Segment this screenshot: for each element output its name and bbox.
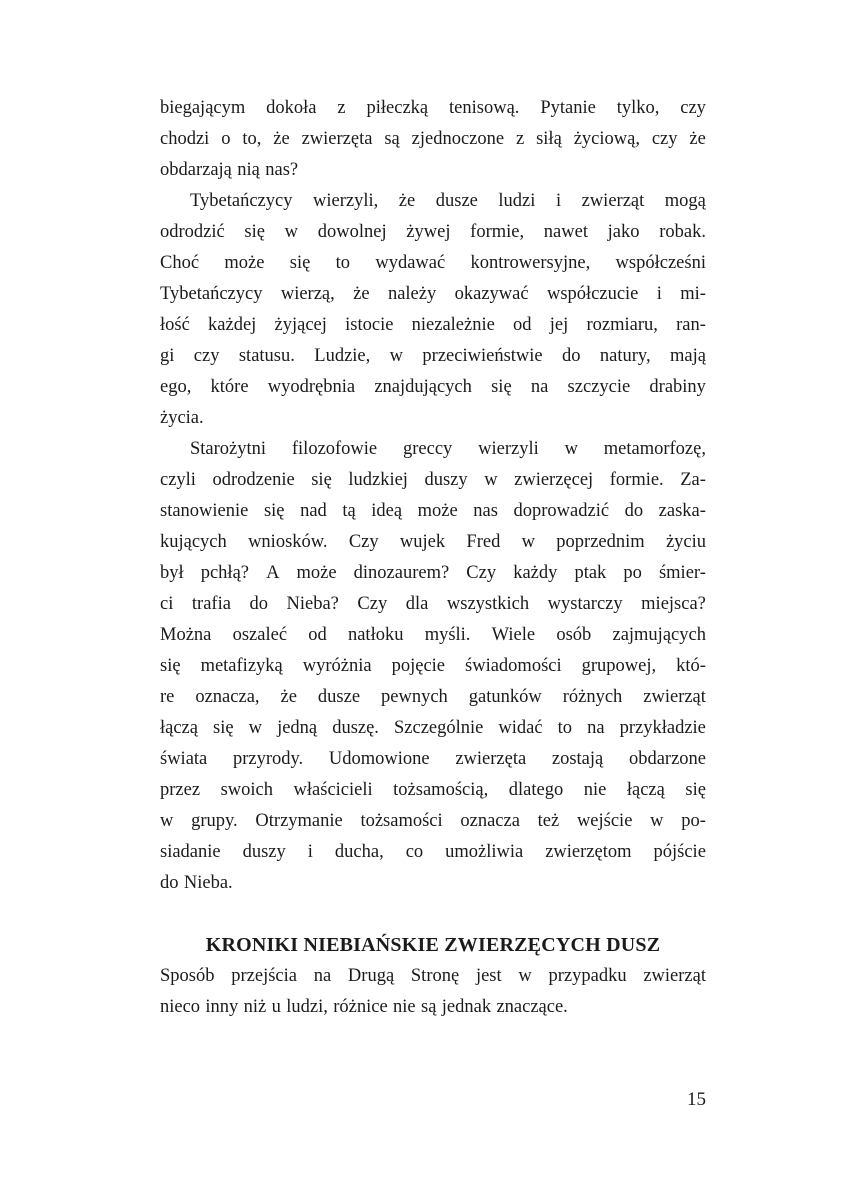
word: właścicieli [293,780,373,800]
word: przeciwieństwie [422,346,543,366]
word: czyli [160,470,196,490]
word: Czy [348,532,379,552]
text-line [160,155,706,186]
word: natłoku [347,625,404,645]
word: dlatego [508,780,564,800]
word: w [521,532,535,552]
word: re [160,687,175,707]
word: czy [680,98,706,118]
paragraph [160,434,706,899]
word: zwierzętom [545,842,632,862]
paragraph [160,961,706,1023]
word: dusze [435,191,478,211]
text-line [160,310,706,341]
word: do [249,594,268,614]
word: tożsamości [360,811,443,831]
word: że [353,284,370,304]
word: dusze [317,687,361,707]
word: odrodzić [160,222,225,242]
word: się [263,501,285,521]
word: w [284,222,299,242]
word: przez [160,780,201,800]
word: Pytanie [540,98,596,118]
word: do [160,873,179,893]
word: trafia [191,594,231,614]
word: okazywać [454,284,529,304]
page-number: 15 [687,1089,706,1110]
word: ideą [371,501,403,521]
word: zwierzęta [301,129,373,149]
word: osób [556,625,592,645]
text-line [160,217,706,248]
word: mają [669,346,706,366]
text-line [160,372,706,403]
word: wierzyli, [313,191,379,211]
word: tylko, [616,98,660,118]
word: w [564,439,578,459]
word: zostają [551,749,604,769]
word: że [398,191,416,211]
word: należy [387,284,437,304]
word: które [210,377,249,397]
word: tą [342,501,356,521]
word: Ludzie, [314,346,371,366]
word: biegającym [160,98,246,118]
word: obdarzone [628,749,706,769]
text-line [160,651,706,682]
word: ego, [160,377,192,397]
word: rozmiaru, [586,315,658,335]
word: świadomości [465,656,562,676]
text-line [160,558,706,589]
word: wydawać [375,253,446,273]
word: są [384,129,400,149]
word: myśli. [424,625,471,645]
word: jednak [441,997,492,1017]
text-line [160,341,706,372]
word: są [421,997,437,1017]
word: łączą [160,718,198,738]
word: nad [300,501,327,521]
word: pewnych [381,687,448,707]
word: jest [475,966,502,986]
text-line [160,186,706,217]
text-line [160,775,706,806]
text-line [160,434,706,465]
word: był [160,563,184,583]
word: nieco [160,997,201,1017]
word: tożsamością, [393,780,489,800]
word: dokoła [266,98,317,118]
word: się [244,222,265,242]
word: wystarczy [547,594,623,614]
text-line [160,527,706,558]
word: w [248,718,263,738]
word: zwierząt [643,966,706,986]
word: A [266,563,280,583]
word: oznacza [460,811,520,831]
word: co [405,842,424,862]
word: Udomowione [328,749,430,769]
word: doprowadzić [513,501,610,521]
word: wszystkich [446,594,530,614]
word: wejście [576,811,633,831]
word: nią [237,160,260,180]
word: w [650,811,664,831]
word: się [311,470,332,490]
word: świata [160,749,208,769]
word: Fred [466,532,501,552]
word: współcześni [615,253,706,273]
text-line [160,279,706,310]
word: jedną [277,718,318,738]
word: życiową, [573,129,640,149]
word: i [656,284,662,304]
word: każdy [513,563,558,583]
word: metafizyką [200,656,283,676]
word: ludzi [498,191,536,211]
word: ludzi, [286,997,328,1017]
word: śmier- [658,563,706,583]
text-line [160,837,706,868]
word: pojęcie [391,656,446,676]
word: do [624,501,644,521]
word: mogą [664,191,706,211]
word: tenisową. [449,98,520,118]
word: od [308,625,327,645]
text-line [160,465,706,496]
word: poprzednim [556,532,645,552]
word: życia. [160,408,204,428]
word: mi- [680,284,706,304]
word: wierzą, [280,284,335,304]
text-line [160,496,706,527]
word: formie. [609,470,664,490]
word: inny [205,997,239,1017]
word: każdej [208,315,257,335]
word: zjednoczone [411,129,505,149]
word: kontrowersyjne, [470,253,591,273]
word: oznacza, [195,687,260,707]
text-line [160,992,706,1023]
word: różnice [333,997,388,1017]
word: z [515,129,525,149]
word: Drugą [347,966,395,986]
word: duszy [424,470,468,490]
word: dowolnej [317,222,387,242]
word: istocie [345,315,394,335]
word: metamorfozę, [603,439,706,459]
word: Nieba. [183,873,233,893]
word: u [271,997,281,1017]
word: że [273,129,290,149]
word: nie [393,997,416,1017]
page-footer [160,1089,706,1111]
word: wujek [399,532,446,552]
word: zwierzęcej [514,470,594,490]
word: Choć [160,253,200,273]
word: chodzi [160,129,210,149]
word: to [557,718,573,738]
paragraphs-container [160,93,706,899]
word: na [587,718,605,738]
word: wyodrębnia [267,377,356,397]
word: to, [242,129,262,149]
word: Starożytni [190,439,267,459]
word: piłeczką [366,98,429,118]
word: ludzkiej [348,470,408,490]
word: może [224,253,265,273]
word: i [307,842,313,862]
word: wniosków. [248,532,328,552]
word: się [289,253,311,273]
word: też [537,811,560,831]
word: przejścia [231,966,297,986]
word: życiu [665,532,706,552]
text-line [160,961,706,992]
text-line [160,403,706,434]
word: dinozaurem? [353,563,450,583]
text-line [160,248,706,279]
text-line [160,806,706,837]
text-line [160,744,706,775]
word: siłą [536,129,562,149]
word: wierzyli [478,439,539,459]
word: z [337,98,346,118]
word: Otrzymanie [255,811,343,831]
word: znaczące. [496,997,568,1017]
word: swoich [220,780,273,800]
word: nas [473,501,498,521]
word: jako [607,222,640,242]
word: szczycie [567,377,631,397]
word: wyróżnia [302,656,372,676]
word: Nieba? [286,594,339,614]
word: nawet [543,222,588,242]
word: na [530,377,549,397]
word: łość [160,315,190,335]
word: Za- [680,470,706,490]
word: formie, [470,222,525,242]
word: o [221,129,231,149]
word: Tybetańczycy [190,191,293,211]
word: któ- [676,656,706,676]
word: przyrody. [232,749,304,769]
word: że [689,129,706,149]
word: umożliwia [445,842,524,862]
word: greccy [402,439,453,459]
word: czy [193,346,220,366]
word: zajmujących [612,625,706,645]
word: odrodzenie [212,470,295,490]
word: przypadku [548,966,627,986]
word: może [417,501,458,521]
word: pchłą? [200,563,249,583]
word: po- [681,811,706,831]
word: Stronę [410,966,460,986]
word: to [335,253,351,273]
section-heading: KRONIKI NIEBIAŃSKIE ZWIERZĘCYCH DUSZ [205,934,661,956]
word: w [389,346,404,366]
word: się [160,656,181,676]
word: niezależnie [411,315,495,335]
word: i [555,191,562,211]
word: Można [160,625,212,645]
paragraph [160,93,706,186]
word: ptak [574,563,607,583]
word: grupy. [191,811,238,831]
word: się [213,718,234,738]
word: się [491,377,512,397]
word: drabiny [649,377,706,397]
word: dla [405,594,429,614]
word: w [518,966,532,986]
word: przykładzie [619,718,706,738]
word: po [623,563,642,583]
word: łączą [626,780,665,800]
word: Wiele [491,625,536,645]
word: może [296,563,337,583]
word: zaska- [658,501,706,521]
word: zwierząt [581,191,645,211]
word: kujących [160,532,227,552]
word: widać [498,718,543,738]
word: miejsca? [641,594,706,614]
text-line [160,682,706,713]
word: jej [549,315,569,335]
text-line [160,713,706,744]
word: w [160,811,174,831]
word: żywej [406,222,451,242]
word: żyjącej [274,315,327,335]
word: niż [243,997,267,1017]
word: że [280,687,297,707]
text-line [160,93,706,124]
word: pójście [653,842,706,862]
word: oszaleć [232,625,288,645]
word: stanowienie [160,501,249,521]
word: zwierzęta [455,749,527,769]
word: zwierząt [643,687,706,707]
word: w [484,470,498,490]
paragraph [160,186,706,434]
word: współczucie [546,284,639,304]
word: ducha, [334,842,384,862]
word: gi [160,346,175,366]
text-line [160,124,706,155]
word: duszy [242,842,286,862]
word: od [513,315,532,335]
text-line [160,620,706,651]
word: ci [160,594,174,614]
word: gatunków [468,687,542,707]
word: obdarzają [160,160,232,180]
text-line [160,589,706,620]
word: grupowej, [581,656,657,676]
word: robak. [659,222,706,242]
word: się [685,780,706,800]
word: statusu. [238,346,295,366]
word: do [562,346,581,366]
body-text [160,93,706,1023]
word: ran- [676,315,706,335]
word: na [313,966,332,986]
word: siadanie [160,842,221,862]
word: Czy [357,594,388,614]
text-line [160,868,706,899]
word: nas? [265,160,299,180]
word: Tybetańczycy [160,284,263,304]
word: Sposób [160,966,215,986]
section-paragraphs-container [160,961,706,1023]
word: Szczególnie [393,718,484,738]
word: czy [651,129,678,149]
word: różnych [562,687,623,707]
word: znajdujących [374,377,472,397]
word: natury, [599,346,651,366]
word: nie [583,780,607,800]
word: Czy [466,563,497,583]
word: filozofowie [291,439,378,459]
word: duszę. [332,718,379,738]
